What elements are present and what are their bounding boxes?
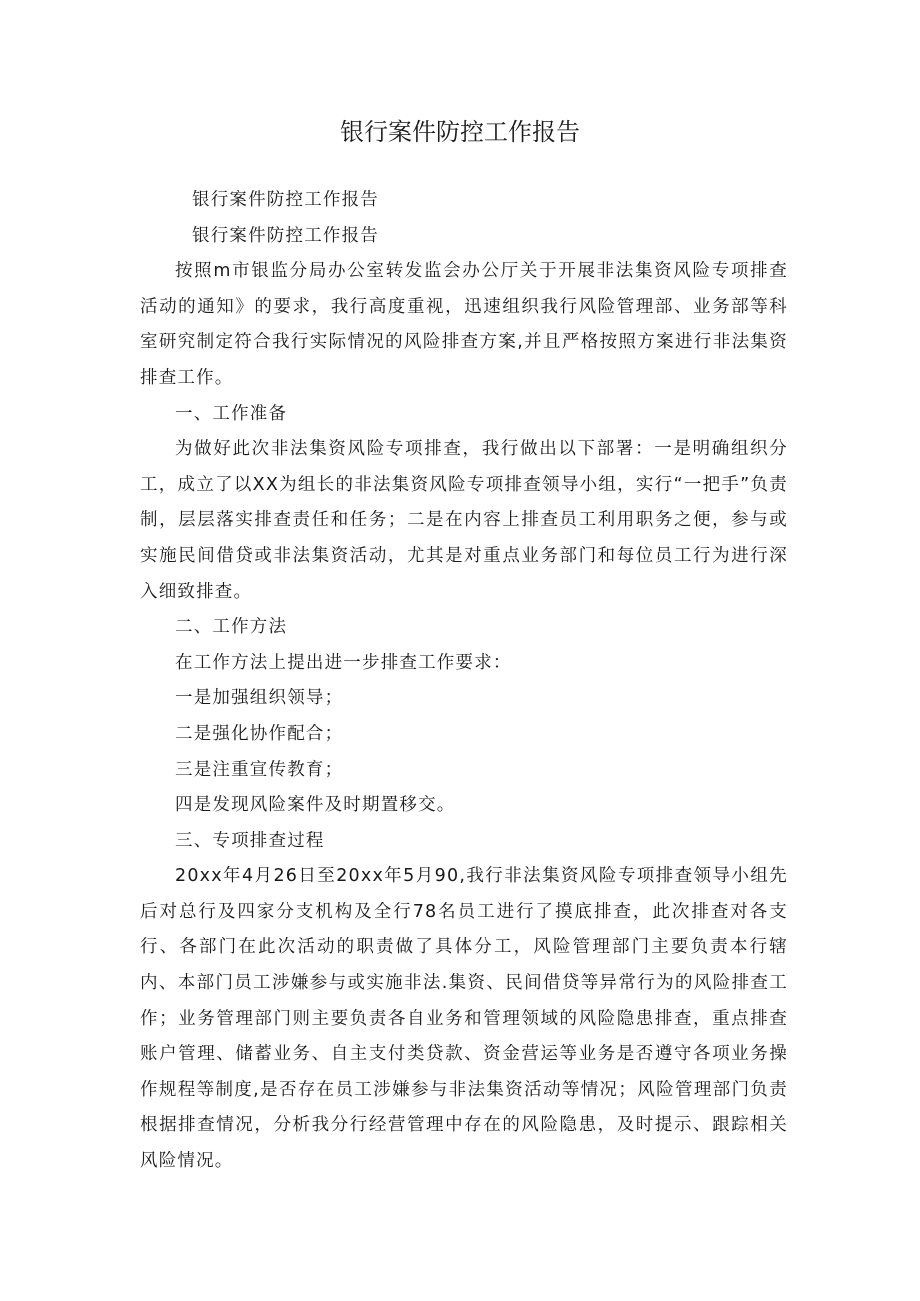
preparation-paragraph: 为做好此次非法集资风险专项排查，我行做出以下部署：一是明确组织分工，成立了以XX为组长的非法集资风险专项排查领导小组，实行“一把手”负责制，层层落实排查责任和任务；二是在内容上排查员工利用职务之便，参与或实施民间借贷或非法集资活动，尤其是对重点业务部门和每位员工行为进行深入细致排查。 [140,439,788,602]
section-heading-methods: 二、工作方法 [175,617,288,638]
section-heading-preparation: 一、工作准备 [175,403,288,424]
subtitle-line-1: 银行案件防控工作报告 [192,190,379,210]
method-item-4: 四是发现风险案件及时期置移交。 [175,795,456,816]
methods-intro: 在工作方法上提出进一步排查工作要求： [175,652,512,673]
method-item-2: 二是强化协作配合； [175,723,344,744]
method-item-1: 一是加强组织领导； [175,688,344,709]
intro-paragraph: 按照m市银监分局办公室转发监会办公厅关于开展非法集资风险专项排查活动的通知》的要求，我行高度重视，迅速组织我行风险管理部、业务部等科室研究制定符合我行实际情况的风险排查方案,并且严格按照方案进行非法集资排查工作。 [140,261,788,388]
section-heading-process: 三、专项排查过程 [175,830,325,851]
document-title: 银行案件防控工作报告 [340,118,580,146]
process-paragraph: 20xx年4月26日至20xx年5月90,我行非法集资风险专项排查领导小组先后对总行及四家分支机构及全行78名员工进行了摸底排查，此次排查对各支行、各部门在此次活动的职责做了具体分工，风险管理部门主要负责本行辖内、本部门员工涉嫌参与或实施非法.集资、民间借贷等异常行为的风险排查工作；业务管理部门则主要负责各自业务和管理领域的风险隐患排查，重点排查账户管理、储蓄业务、自主支付类贷款、资金营运等业务是否遵守各项业务操作规程等制度,是否存在员工涉嫌参与非法集资活动等情况；风险管理部门负责根据排查情况，分析我分行经营管理中存在的风险隐患，及时提示、跟踪相关风险情况。 [140,866,788,1172]
subtitle-line-2: 银行案件防控工作报告 [192,225,379,246]
document-body [140,183,788,1180]
method-item-3: 三是注重宣传教育； [175,759,344,780]
